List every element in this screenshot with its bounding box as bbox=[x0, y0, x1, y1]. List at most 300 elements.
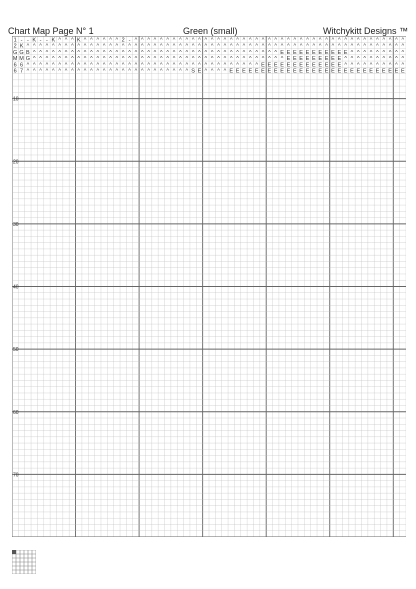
stitch-symbol: ^ bbox=[376, 43, 379, 50]
stitch-symbol: ^ bbox=[90, 56, 93, 63]
stitch-symbol: ^ bbox=[71, 56, 74, 63]
stitch-symbol: ^ bbox=[172, 43, 176, 50]
stitch-symbol: E bbox=[261, 68, 265, 75]
stitch-symbol: ^ bbox=[96, 49, 100, 56]
brand-name: Witchykitt Designs ™ bbox=[322, 26, 408, 36]
stitch-symbol: ^ bbox=[249, 37, 252, 44]
stitch-symbol: ^ bbox=[121, 43, 125, 50]
stitch-symbol: - bbox=[26, 37, 29, 44]
stitch-symbol: ^ bbox=[198, 43, 201, 50]
stitch-symbol: ^ bbox=[109, 68, 112, 75]
stitch-symbol: ^ bbox=[77, 49, 81, 56]
stitch-symbol: ^ bbox=[52, 68, 55, 75]
stitch-symbol: E bbox=[292, 56, 297, 63]
stitch-symbol: ^ bbox=[318, 37, 322, 44]
stitch-symbol: ^ bbox=[77, 43, 81, 50]
stitch-symbol: ^ bbox=[153, 56, 157, 63]
page-number-label: Chart Map Page N° 1 bbox=[8, 26, 94, 36]
stitch-symbol: ^ bbox=[223, 62, 227, 69]
stitch-symbol: ^ bbox=[344, 62, 347, 69]
stitch-symbol: ^ bbox=[185, 49, 189, 56]
stitch-symbol: 6 bbox=[20, 62, 24, 69]
stitch-symbol: ^ bbox=[350, 37, 354, 44]
stitch-symbol: E bbox=[299, 49, 303, 56]
stitch-symbol: ^ bbox=[102, 43, 106, 50]
stitch-symbol: ^ bbox=[115, 37, 119, 44]
stitch-symbol: ^ bbox=[401, 56, 405, 63]
stitch-symbol: ^ bbox=[179, 49, 182, 56]
stitch-symbol: ^ bbox=[134, 68, 138, 75]
stitch-symbol: E bbox=[356, 68, 361, 75]
stitch-symbol: E bbox=[381, 68, 386, 75]
stitch-symbol: E bbox=[292, 49, 297, 56]
stitch-symbol: ^ bbox=[160, 62, 163, 69]
stitch-symbol: ^ bbox=[71, 68, 74, 75]
stitch-symbol: ^ bbox=[134, 49, 138, 56]
stitch-symbol: ^ bbox=[77, 62, 81, 69]
stitch-symbol: E bbox=[229, 68, 234, 75]
stitch-symbol: ^ bbox=[32, 49, 36, 56]
stitch-symbol: ^ bbox=[39, 56, 42, 63]
stitch-symbol: ^ bbox=[249, 49, 252, 56]
stitch-symbol: ^ bbox=[261, 49, 265, 56]
stitch-symbol: ^ bbox=[293, 43, 297, 50]
stitch-symbol: ^ bbox=[115, 68, 119, 75]
stitch-symbol: ^ bbox=[185, 68, 189, 75]
stitch-symbol: ^ bbox=[357, 37, 360, 44]
stitch-symbol: ^ bbox=[160, 49, 163, 56]
stitch-symbol: E bbox=[394, 68, 399, 75]
stitch-symbol: E bbox=[318, 62, 323, 69]
stitch-symbol: ^ bbox=[255, 37, 258, 44]
stitch-symbol: ^ bbox=[121, 56, 125, 63]
stitch-symbol: ^ bbox=[166, 56, 169, 63]
stitch-symbol: ^ bbox=[109, 62, 112, 69]
stitch-symbol: G bbox=[19, 49, 24, 56]
stitch-symbol: ^ bbox=[255, 62, 258, 69]
stitch-symbol: ^ bbox=[58, 43, 61, 50]
stitch-symbol: ^ bbox=[128, 49, 131, 56]
stitch-symbol: E bbox=[235, 68, 240, 75]
stitch-symbol: ^ bbox=[64, 43, 68, 50]
stitch-symbol: ^ bbox=[102, 49, 106, 56]
stitch-symbol: ^ bbox=[236, 43, 239, 50]
stitch-symbol: E bbox=[343, 68, 348, 75]
stitch-symbol: E bbox=[299, 56, 303, 63]
stitch-symbol: ^ bbox=[109, 43, 112, 50]
stitch-symbol: ^ bbox=[185, 37, 189, 44]
stitch-symbol: ^ bbox=[331, 37, 335, 44]
row-tick-label: 60 bbox=[13, 409, 19, 416]
stitch-symbol: ^ bbox=[287, 43, 290, 50]
stitch-symbol: ^ bbox=[318, 43, 322, 50]
stitch-symbol: ^ bbox=[274, 37, 278, 44]
stitch-symbol: E bbox=[280, 62, 284, 69]
stitch-symbol: ^ bbox=[198, 62, 201, 69]
stitch-symbol: ^ bbox=[134, 43, 138, 50]
stitch-symbol: ^ bbox=[26, 62, 30, 69]
row-tick-label: 20 bbox=[13, 159, 19, 166]
stitch-symbol: ^ bbox=[147, 68, 150, 75]
stitch-symbol: ^ bbox=[350, 49, 354, 56]
stitch-symbol: ^ bbox=[90, 37, 93, 44]
stitch-symbol: ^ bbox=[249, 43, 252, 50]
stitch-symbol: ^ bbox=[115, 49, 119, 56]
stitch-symbol: ^ bbox=[395, 37, 398, 44]
stitch-symbol: ^ bbox=[166, 68, 169, 75]
stitch-symbol: ^ bbox=[185, 56, 189, 63]
stitch-symbol: ^ bbox=[325, 37, 328, 44]
stitch-symbol: ^ bbox=[217, 37, 220, 44]
stitch-symbol: K bbox=[51, 37, 56, 44]
stitch-symbol: ^ bbox=[312, 37, 316, 44]
stitch-symbol: ^ bbox=[249, 56, 252, 63]
stitch-symbol: ^ bbox=[140, 43, 144, 50]
stitch-symbol: ^ bbox=[96, 37, 100, 44]
stitch-symbol: ^ bbox=[255, 56, 258, 63]
stitch-symbol: ^ bbox=[179, 56, 182, 63]
stitch-symbol: ^ bbox=[395, 56, 398, 63]
stitch-symbol: ^ bbox=[32, 56, 36, 63]
stitch-symbol: ^ bbox=[369, 56, 373, 63]
stitch-symbol: ^ bbox=[71, 37, 74, 44]
stitch-symbol: E bbox=[324, 62, 329, 69]
stitch-symbol: ^ bbox=[376, 62, 379, 69]
stitch-symbol: ^ bbox=[96, 68, 100, 75]
stitch-symbol: E bbox=[197, 68, 202, 75]
stitch-symbol: ^ bbox=[39, 43, 42, 50]
stitch-symbol: ^ bbox=[166, 62, 169, 69]
stitch-symbol: ^ bbox=[102, 37, 106, 44]
stitch-symbol: E bbox=[400, 68, 405, 75]
stitch-symbol: E bbox=[254, 68, 259, 75]
stitch-symbol: E bbox=[337, 68, 342, 75]
row-tick-label: 50 bbox=[13, 347, 19, 354]
stitch-symbol: ^ bbox=[58, 49, 61, 56]
stitch-symbol: ^ bbox=[363, 49, 366, 56]
stitch-symbol: ^ bbox=[134, 37, 138, 44]
stitch-symbol: ^ bbox=[172, 56, 176, 63]
stitch-symbol: ^ bbox=[395, 62, 398, 69]
stitch-symbol: ^ bbox=[268, 43, 271, 50]
stitch-symbol: ^ bbox=[71, 49, 74, 56]
stitch-symbol: ^ bbox=[153, 49, 157, 56]
stitch-symbol: ^ bbox=[39, 49, 42, 56]
stitch-symbol: E bbox=[267, 68, 272, 75]
stitch-symbol: ^ bbox=[96, 62, 100, 69]
stitch-symbol: ^ bbox=[191, 62, 195, 69]
stitch-symbol: ^ bbox=[204, 68, 208, 75]
stitch-symbol: ^ bbox=[191, 49, 195, 56]
stitch-symbol: ^ bbox=[90, 49, 93, 56]
stitch-symbol: ^ bbox=[223, 49, 227, 56]
stitch-symbol: G bbox=[25, 56, 31, 63]
stitch-symbol: ^ bbox=[357, 62, 360, 69]
stitch-symbol: ^ bbox=[185, 62, 189, 69]
stitch-symbol: ^ bbox=[229, 43, 233, 50]
stitch-symbol: ^ bbox=[128, 62, 131, 69]
stitch-symbol: E bbox=[369, 68, 373, 75]
stitch-symbol: ^ bbox=[179, 68, 182, 75]
stitch-symbol: ^ bbox=[382, 62, 386, 69]
stitch-symbol: ^ bbox=[58, 62, 61, 69]
stitch-symbol: ^ bbox=[261, 43, 265, 50]
stitch-symbol: ^ bbox=[153, 68, 157, 75]
stitch-symbol: ^ bbox=[45, 68, 49, 75]
stitch-symbol: ^ bbox=[90, 62, 93, 69]
stitch-symbol: E bbox=[375, 68, 380, 75]
stitch-symbol: 6 bbox=[13, 62, 17, 69]
stitch-symbol: M bbox=[19, 56, 24, 63]
thumbnail-current-page bbox=[12, 550, 16, 554]
stitch-symbol: ^ bbox=[39, 62, 42, 69]
stitch-symbol: ^ bbox=[337, 43, 341, 50]
stitch-grid bbox=[12, 36, 406, 537]
stitch-symbol: ^ bbox=[229, 37, 233, 44]
stitch-symbol: ^ bbox=[128, 56, 131, 63]
stitch-symbol: ^ bbox=[52, 56, 55, 63]
stitch-symbol: ^ bbox=[255, 49, 258, 56]
stitch-symbol: ^ bbox=[90, 68, 93, 75]
stitch-symbol: ^ bbox=[363, 56, 366, 63]
stitch-symbol: E bbox=[318, 56, 323, 63]
stitch-symbol: ^ bbox=[331, 43, 335, 50]
stitch-symbol: E bbox=[331, 62, 335, 69]
stitch-symbol: - bbox=[39, 37, 42, 44]
stitch-symbol: ^ bbox=[223, 37, 227, 44]
stitch-symbol: ^ bbox=[198, 56, 201, 63]
stitch-symbol: ^ bbox=[249, 62, 252, 69]
stitch-symbol: ^ bbox=[236, 56, 239, 63]
stitch-symbol: ^ bbox=[191, 37, 195, 44]
thumbnail-grid-icon bbox=[12, 550, 36, 574]
stitch-symbol: ^ bbox=[64, 37, 68, 44]
stitch-symbol: ^ bbox=[140, 62, 144, 69]
stitch-symbol: ^ bbox=[344, 43, 347, 50]
stitch-symbol: ^ bbox=[204, 49, 208, 56]
row-tick-label: 40 bbox=[13, 284, 19, 291]
stitch-symbol: ^ bbox=[115, 43, 119, 50]
stitch-symbol: ^ bbox=[357, 43, 360, 50]
stitch-symbol: E bbox=[350, 68, 354, 75]
page-thumbnail bbox=[12, 550, 36, 574]
stitch-symbol: E bbox=[312, 68, 316, 75]
stitch-symbol: ^ bbox=[134, 62, 138, 69]
stitch-symbol: E bbox=[331, 49, 335, 56]
stitch-symbol: ^ bbox=[96, 56, 100, 63]
stitch-symbol: ^ bbox=[140, 37, 144, 44]
stitch-symbol: ^ bbox=[52, 49, 55, 56]
stitch-symbol: E bbox=[267, 62, 272, 69]
stitch-symbol: ^ bbox=[229, 49, 233, 56]
stitch-symbol: ^ bbox=[382, 37, 386, 44]
stitch-symbol: ^ bbox=[210, 49, 214, 56]
stitch-symbol: ^ bbox=[58, 56, 61, 63]
stitch-symbol: ^ bbox=[242, 56, 246, 63]
stitch-symbol: ^ bbox=[217, 43, 220, 50]
stitch-symbol: ^ bbox=[147, 49, 150, 56]
chart-map-grid bbox=[12, 36, 406, 537]
stitch-symbol: ^ bbox=[160, 43, 163, 50]
stitch-symbol: E bbox=[273, 68, 278, 75]
stitch-symbol: ^ bbox=[274, 56, 278, 63]
stitch-symbol: E bbox=[286, 56, 291, 63]
stitch-symbol: E bbox=[305, 68, 310, 75]
stitch-symbol: E bbox=[305, 62, 310, 69]
stitch-symbol: ^ bbox=[172, 68, 176, 75]
stitch-symbol: ^ bbox=[363, 37, 366, 44]
stitch-symbol: ^ bbox=[83, 56, 87, 63]
stitch-symbol: E bbox=[388, 68, 392, 75]
stitch-symbol: ^ bbox=[166, 43, 169, 50]
stitch-symbol: ^ bbox=[32, 62, 36, 69]
stitch-symbol: ^ bbox=[217, 49, 220, 56]
stitch-symbol: ^ bbox=[191, 43, 195, 50]
stitch-symbol: ^ bbox=[52, 43, 55, 50]
stitch-symbol: ^ bbox=[64, 68, 68, 75]
stitch-symbol: E bbox=[337, 56, 342, 63]
stitch-symbol: E bbox=[286, 62, 291, 69]
stitch-symbol: E bbox=[343, 49, 348, 56]
stitch-symbol: ^ bbox=[280, 56, 284, 63]
stitch-symbol: ^ bbox=[229, 62, 233, 69]
stitch-symbol: ^ bbox=[274, 49, 278, 56]
stitch-symbol: ^ bbox=[115, 62, 119, 69]
stitch-symbol: ^ bbox=[64, 62, 68, 69]
stitch-symbol: ^ bbox=[45, 62, 49, 69]
stitch-symbol: ^ bbox=[401, 49, 405, 56]
stitch-symbol: ^ bbox=[153, 62, 157, 69]
stitch-symbol: ^ bbox=[357, 56, 360, 63]
stitch-symbol: ^ bbox=[382, 56, 386, 63]
stitch-symbol: - bbox=[46, 37, 48, 44]
stitch-symbol: ^ bbox=[204, 43, 208, 50]
stitch-symbol: ^ bbox=[102, 68, 106, 75]
stitch-symbol: ^ bbox=[210, 43, 214, 50]
stitch-symbol: ^ bbox=[388, 62, 392, 69]
stitch-symbol: ^ bbox=[210, 68, 214, 75]
stitch-symbol: ^ bbox=[357, 49, 360, 56]
stitch-symbol: ^ bbox=[382, 43, 386, 50]
stitch-symbol: ^ bbox=[90, 43, 93, 50]
stitch-symbol: ^ bbox=[128, 43, 131, 50]
stitch-symbol: ^ bbox=[369, 43, 373, 50]
stitch-symbol: ^ bbox=[58, 68, 61, 75]
stitch-symbol: ^ bbox=[217, 62, 220, 69]
stitch-symbol: ^ bbox=[83, 37, 87, 44]
stitch-symbol: 2 bbox=[13, 43, 17, 50]
stitch-symbol: ^ bbox=[128, 68, 131, 75]
stitch-symbol: ^ bbox=[337, 37, 341, 44]
stitch-symbol: ^ bbox=[198, 37, 201, 44]
stitch-symbol: ^ bbox=[217, 56, 220, 63]
stitch-symbol: ^ bbox=[45, 56, 49, 63]
stitch-symbol: ^ bbox=[179, 43, 182, 50]
stitch-symbol: E bbox=[312, 62, 316, 69]
stitch-symbol: ^ bbox=[83, 68, 87, 75]
stitch-symbol: ^ bbox=[45, 49, 49, 56]
stitch-symbol: - bbox=[128, 37, 131, 44]
stitch-symbol: E bbox=[337, 62, 342, 69]
stitch-symbol: ^ bbox=[134, 56, 138, 63]
stitch-symbol: ^ bbox=[96, 43, 100, 50]
stitch-symbol: E bbox=[331, 68, 335, 75]
stitch-symbol: ^ bbox=[255, 43, 258, 50]
stitch-symbol: K bbox=[19, 43, 24, 50]
stitch-symbol: 6 bbox=[13, 68, 17, 75]
stitch-symbol: ^ bbox=[401, 62, 405, 69]
stitch-symbol: G bbox=[13, 49, 18, 56]
stitch-symbol: 2 bbox=[121, 37, 125, 44]
stitch-symbol: ^ bbox=[204, 62, 208, 69]
stitch-symbol: ^ bbox=[274, 43, 278, 50]
stitch-symbol: ^ bbox=[83, 49, 87, 56]
stitch-symbol: ^ bbox=[71, 43, 74, 50]
stitch-symbol: ^ bbox=[83, 62, 87, 69]
stitch-symbol: ^ bbox=[401, 43, 405, 50]
stitch-symbol: E bbox=[324, 68, 329, 75]
stitch-symbol: E bbox=[337, 49, 342, 56]
stitch-symbol: ^ bbox=[223, 56, 227, 63]
stitch-symbol: ^ bbox=[102, 56, 106, 63]
stitch-symbol: E bbox=[305, 56, 310, 63]
stitch-symbol: ^ bbox=[52, 62, 55, 69]
stitch-symbol: ^ bbox=[344, 37, 347, 44]
stitch-symbol: M bbox=[12, 56, 18, 63]
stitch-symbol: ^ bbox=[71, 62, 74, 69]
stitch-symbol: ^ bbox=[147, 43, 150, 50]
stitch-symbol: E bbox=[273, 62, 278, 69]
stitch-symbol: ^ bbox=[325, 43, 328, 50]
stitch-symbol: ^ bbox=[172, 37, 176, 44]
row-tick-label: 70 bbox=[13, 472, 19, 479]
stitch-symbol: ^ bbox=[121, 49, 125, 56]
stitch-symbol: ^ bbox=[242, 62, 246, 69]
stitch-symbol: ^ bbox=[121, 68, 125, 75]
stitch-symbol: E bbox=[280, 49, 284, 56]
stitch-symbol: ^ bbox=[160, 37, 163, 44]
stitch-symbol: ^ bbox=[64, 56, 68, 63]
stitch-symbol: E bbox=[242, 68, 246, 75]
stitch-symbol: E bbox=[299, 62, 303, 69]
stitch-symbol: ^ bbox=[280, 43, 284, 50]
stitch-symbol: ^ bbox=[223, 68, 227, 75]
stitch-symbol: ^ bbox=[388, 49, 392, 56]
stitch-symbol: ^ bbox=[236, 62, 239, 69]
stitch-symbol: ^ bbox=[217, 68, 220, 75]
stitch-symbol: S bbox=[191, 68, 195, 75]
stitch-symbol: ^ bbox=[350, 56, 354, 63]
chart-title: Green (small) bbox=[183, 26, 238, 36]
stitch-symbol: ^ bbox=[242, 49, 246, 56]
stitch-symbol: ^ bbox=[109, 49, 112, 56]
stitch-symbol: ^ bbox=[363, 43, 366, 50]
stitch-symbol: ^ bbox=[115, 56, 119, 63]
stitch-symbol: ^ bbox=[369, 49, 373, 56]
row-tick-label: 10 bbox=[13, 96, 19, 103]
stitch-symbol: E bbox=[312, 49, 316, 56]
stitch-symbol: ^ bbox=[172, 49, 176, 56]
stitch-symbol: ^ bbox=[350, 43, 354, 50]
stitch-symbol: ^ bbox=[185, 43, 189, 50]
stitch-symbol: ^ bbox=[395, 43, 398, 50]
stitch-symbol: ^ bbox=[369, 37, 373, 44]
stitch-symbol: ^ bbox=[204, 56, 208, 63]
stitch-symbol: ^ bbox=[172, 62, 176, 69]
stitch-symbol: ^ bbox=[109, 37, 112, 44]
stitch-symbol: ^ bbox=[242, 37, 246, 44]
stitch-symbol: ^ bbox=[160, 56, 163, 63]
